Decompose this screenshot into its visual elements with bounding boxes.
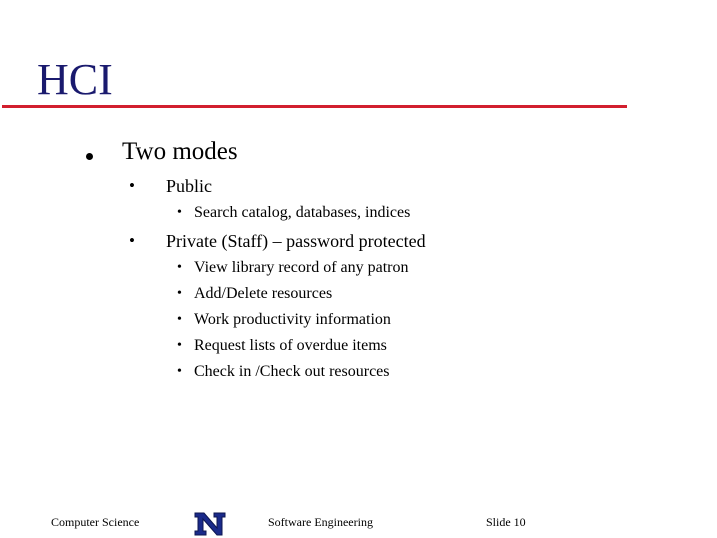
bullet-marker: • bbox=[177, 286, 182, 301]
title-underline bbox=[2, 105, 627, 108]
university-logo-icon bbox=[193, 511, 227, 537]
bullet-marker: • bbox=[177, 364, 182, 379]
mode-private-item: Work productivity information bbox=[194, 311, 391, 328]
bullet-marker: • bbox=[129, 231, 135, 250]
main-bullet: Two modes bbox=[122, 138, 238, 165]
mode-private-item: Check in /Check out resources bbox=[194, 363, 390, 380]
mode-private-label: Private (Staff) – password protected bbox=[166, 231, 426, 251]
bullet-marker: • bbox=[177, 205, 182, 220]
bullet-marker: • bbox=[177, 260, 182, 275]
bullet-dot-icon bbox=[86, 153, 93, 160]
bullet-marker: • bbox=[129, 176, 135, 195]
bullet-marker: • bbox=[177, 338, 182, 353]
slide-title: HCI bbox=[37, 55, 113, 104]
footer-course: Software Engineering bbox=[268, 515, 373, 529]
slide-number: Slide 10 bbox=[486, 515, 526, 529]
mode-public-item: Search catalog, databases, indices bbox=[194, 204, 411, 221]
footer-department: Computer Science bbox=[51, 515, 140, 529]
mode-private-item: View library record of any patron bbox=[194, 259, 409, 276]
mode-public-label: Public bbox=[166, 176, 213, 196]
mode-private-item: Request lists of overdue items bbox=[194, 337, 387, 354]
mode-private-item: Add/Delete resources bbox=[194, 285, 333, 302]
bullet-marker: • bbox=[177, 312, 182, 327]
